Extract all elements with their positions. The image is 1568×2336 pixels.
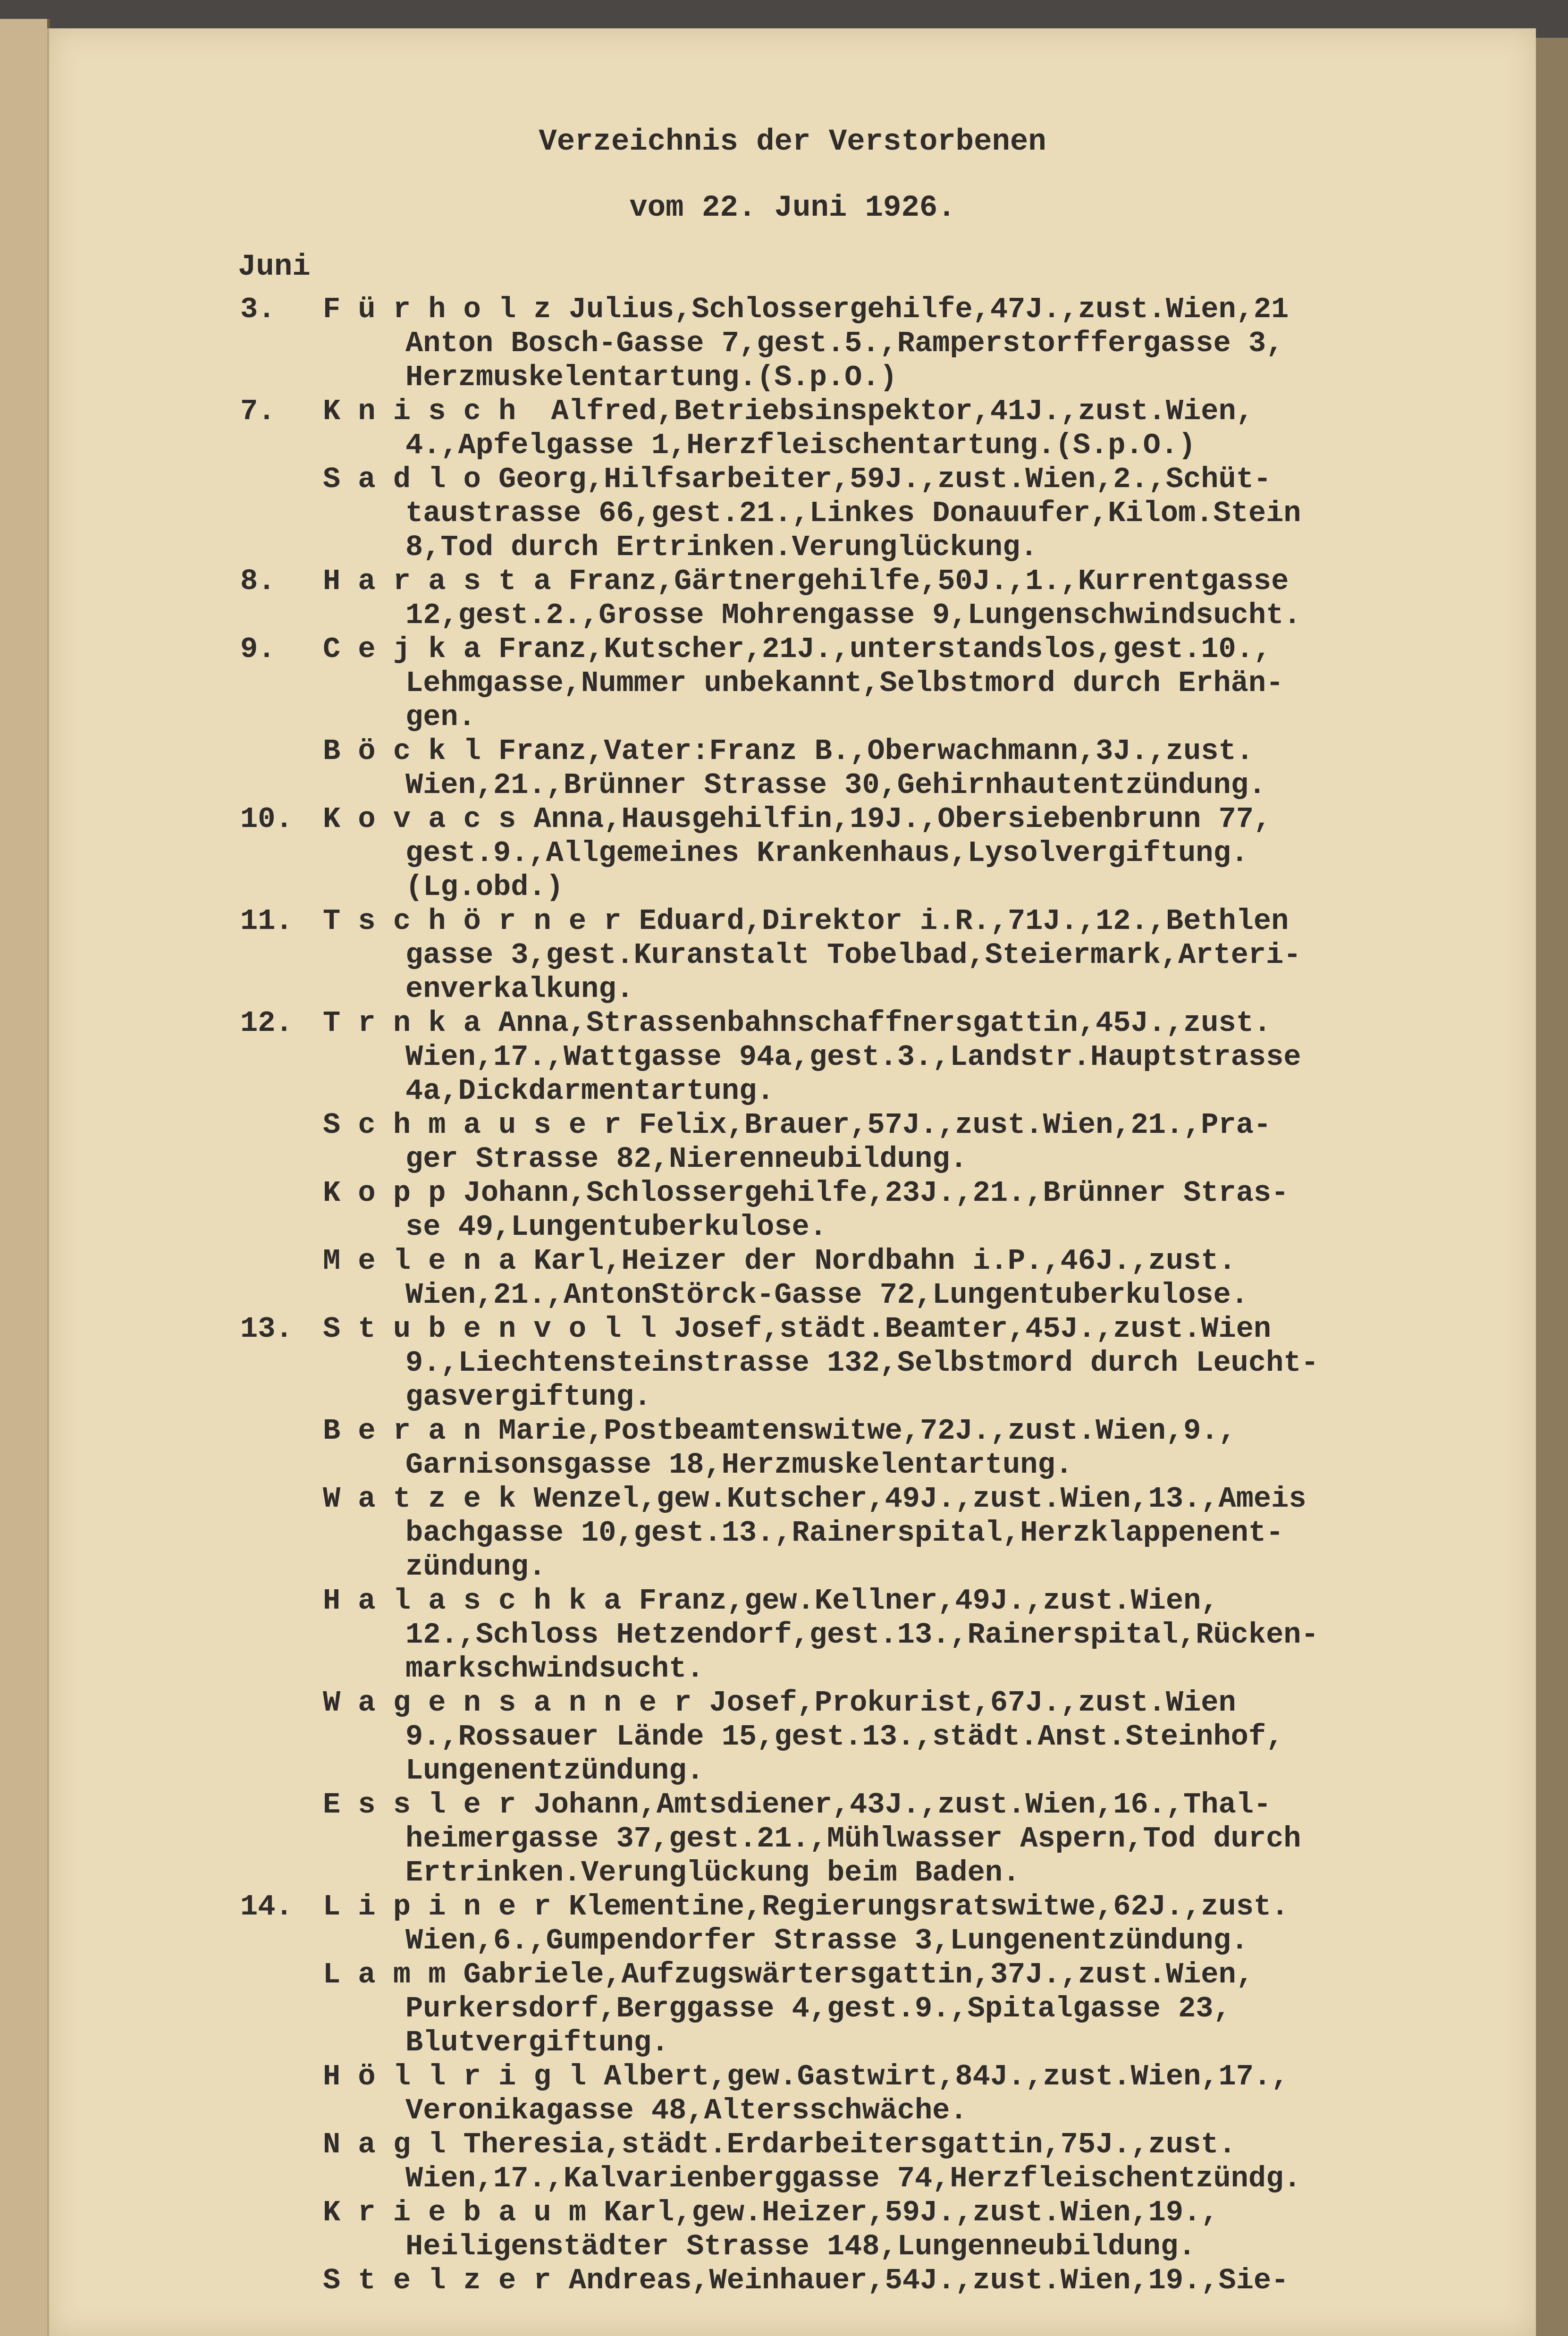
record-first-line: B ö c k l Franz,Vater:Franz B.,Oberwachmann,3J.,zust. [323, 734, 1254, 768]
record-day: 7. [240, 395, 276, 428]
record-day: 14. [240, 1890, 293, 1923]
record-day: 8. [240, 565, 276, 598]
record-first-line: L a m m Gabriele,Aufzugswärtersgattin,37J.,zust.Wien, [323, 1958, 1254, 1991]
record-first-line: K n i s c h Alfred,Betriebsinspektor,41J.,zust.Wien, [323, 395, 1254, 428]
record-first-line: S c h m a u s e r Felix,Brauer,57J.,zust.Wien,21.,Pra- [323, 1108, 1272, 1142]
record-continuation-line: se 49,Lungentuberkulose. [405, 1210, 827, 1244]
record-first-line: M e l e n a Karl,Heizer der Nordbahn i.P.,46J.,zust. [323, 1244, 1236, 1278]
record-continuation-line: enverkalkung. [405, 972, 634, 1006]
record-continuation-line: gasvergiftung. [405, 1380, 651, 1414]
record-continuation-line: Herzmuskelentartung.(S.p.O.) [405, 361, 897, 394]
record-day: 10. [240, 802, 293, 836]
document-page [47, 28, 1536, 2336]
record-continuation-line: 8,Tod durch Ertrinken.Verunglückung. [405, 531, 1038, 564]
record-continuation-line: Heiligenstädter Strasse 148,Lungenneubildung. [405, 2230, 1196, 2263]
record-first-line: W a t z e k Wenzel,gew.Kutscher,49J.,zust.Wien,13.,Ameis [323, 1482, 1307, 1516]
document-date: vom 22. Juni 1926. [629, 191, 956, 225]
binder-edge [1534, 38, 1568, 2336]
record-continuation-line: markschwindsucht. [405, 1652, 704, 1686]
record-continuation-line: Wien,21.,AntonStörck-Gasse 72,Lungentuberkulose. [405, 1278, 1248, 1312]
record-continuation-line: heimergasse 37,gest.21.,Mühlwasser Aspern,Tod durch [405, 1822, 1301, 1855]
record-continuation-line: Blutvergiftung. [405, 2026, 669, 2059]
record-first-line: S t e l z e r Andreas,Weinhauer,54J.,zust.Wien,19.,Sie- [323, 2264, 1289, 2297]
record-day: 11. [240, 904, 293, 938]
record-continuation-line: 12,gest.2.,Grosse Mohrengasse 9,Lungenschwindsucht. [405, 599, 1301, 632]
record-first-line: H ö l l r i g l Albert,gew.Gastwirt,84J.,zust.Wien,17., [323, 2060, 1289, 2093]
record-day: 3. [240, 293, 276, 326]
record-first-line: T r n k a Anna,Strassenbahnschaffnersgattin,45J.,zust. [323, 1006, 1272, 1040]
record-continuation-line: Lehmgasse,Nummer unbekannt,Selbstmord durch Erhän- [405, 666, 1284, 700]
record-continuation-line: Garnisonsgasse 18,Herzmuskelentartung. [405, 1448, 1073, 1482]
record-continuation-line: Wien,17.,Kalvarienberggasse 74,Herzfleischentzündg. [405, 2162, 1301, 2195]
record-day: 12. [240, 1006, 293, 1040]
record-continuation-line: Wien,17.,Wattgasse 94a,gest.3.,Landstr.Hauptstrasse [405, 1040, 1301, 1074]
record-first-line: H a l a s c h k a Franz,gew.Kellner,49J.,zust.Wien, [323, 1584, 1219, 1618]
record-continuation-line: Veronikagasse 48,Altersschwäche. [405, 2094, 968, 2127]
record-continuation-line: 4.,Apfelgasse 1,Herzfleischentartung.(S.p.O.) [405, 429, 1196, 462]
record-first-line: W a g e n s a n n e r Josef,Prokurist,67J.,zust.Wien [323, 1686, 1236, 1720]
previous-page-edge [0, 19, 50, 2336]
record-continuation-line: Anton Bosch-Gasse 7,gest.5.,Ramperstorffergasse 3, [405, 327, 1284, 360]
record-continuation-line: taustrasse 66,gest.21.,Linkes Donauufer,Kilom.Stein [405, 497, 1301, 530]
record-continuation-line: 9.,Rossauer Lände 15,gest.13.,städt.Anst.Steinhof, [405, 1720, 1284, 1754]
record-continuation-line: Wien,21.,Brünner Strasse 30,Gehirnhautentzündung. [405, 768, 1266, 802]
record-continuation-line: ger Strasse 82,Nierenneubildung. [405, 1142, 968, 1176]
record-continuation-line: 4a,Dickdarmentartung. [405, 1074, 775, 1108]
record-continuation-line: 9.,Liechtensteinstrasse 132,Selbstmord durch Leucht- [405, 1346, 1319, 1380]
record-first-line: N a g l Theresia,städt.Erdarbeitersgattin,75J.,zust. [323, 2128, 1236, 2161]
record-continuation-line: Lungenentzündung. [405, 1754, 704, 1788]
record-continuation-line: gasse 3,gest.Kuranstalt Tobelbad,Steiermark,Arteri- [405, 938, 1301, 972]
record-day: 13. [240, 1312, 293, 1346]
record-continuation-line: bachgasse 10,gest.13.,Rainerspital,Herzklappenent- [405, 1516, 1284, 1550]
record-day: 9. [240, 632, 276, 666]
record-first-line: K o p p Johann,Schlossergehilfe,23J.,21.,Brünner Stras- [323, 1176, 1289, 1210]
month-label: Juni [238, 250, 311, 284]
record-first-line: S t u b e n v o l l Josef,städt.Beamter,45J.,zust.Wien [323, 1312, 1272, 1346]
record-first-line: B e r a n Marie,Postbeamtenswitwe,72J.,zust.Wien,9., [323, 1414, 1236, 1448]
record-continuation-line: zündung. [405, 1550, 546, 1584]
record-continuation-line: Wien,6.,Gumpendorfer Strasse 3,Lungenentzündung. [405, 1924, 1248, 1957]
record-first-line: K o v a c s Anna,Hausgehilfin,19J.,Obersiebenbrunn 77, [323, 802, 1272, 836]
record-first-line: K r i e b a u m Karl,gew.Heizer,59J.,zust.Wien,19., [323, 2196, 1219, 2229]
record-first-line: E s s l e r Johann,Amtsdiener,43J.,zust.Wien,16.,Thal- [323, 1788, 1272, 1822]
record-first-line: S a d l o Georg,Hilfsarbeiter,59J.,zust.Wien,2.,Schüt- [323, 463, 1272, 496]
record-continuation-line: Ertrinken.Verunglückung beim Baden. [405, 1856, 1020, 1889]
record-first-line: F ü r h o l z Julius,Schlossergehilfe,47J.,zust.Wien,21 [323, 293, 1289, 326]
record-first-line: T s c h ö r n e r Eduard,Direktor i.R.,71J.,12.,Bethlen [323, 904, 1289, 938]
record-continuation-line: (Lg.obd.) [405, 870, 564, 904]
record-continuation-line: gen. [405, 700, 476, 734]
record-first-line: L i p i n e r Klementine,Regierungsratswitwe,62J.,zust. [323, 1890, 1289, 1923]
document-title: Verzeichnis der Verstorbenen [539, 125, 1046, 159]
record-first-line: H a r a s t a Franz,Gärtnergehilfe,50J.,1.,Kurrentgasse [323, 565, 1289, 598]
record-first-line: C e j k a Franz,Kutscher,21J.,unterstandslos,gest.10., [323, 632, 1272, 666]
record-continuation-line: gest.9.,Allgemeines Krankenhaus,Lysolvergiftung. [405, 836, 1248, 870]
record-continuation-line: 12.,Schloss Hetzendorf,gest.13.,Rainerspital,Rücken- [405, 1618, 1319, 1652]
record-continuation-line: Purkersdorf,Berggasse 4,gest.9.,Spitalgasse 23, [405, 1992, 1231, 2025]
